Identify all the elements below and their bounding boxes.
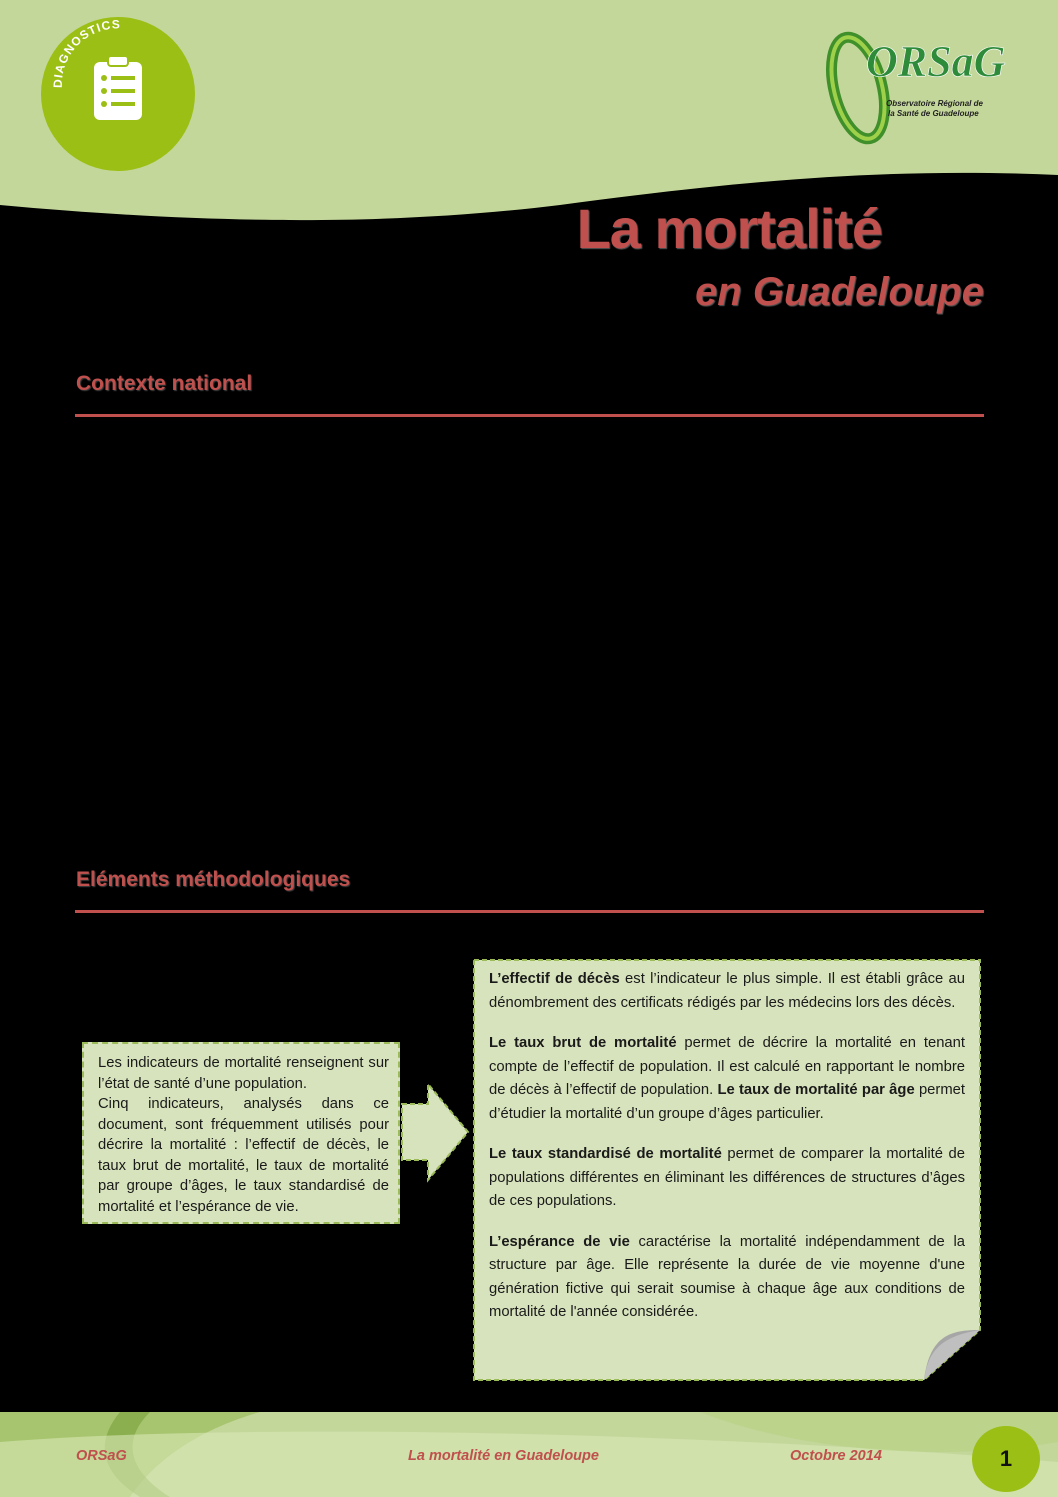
definition-body: caractérise la mortalité indépendamment de la structure par âge. Elle représente la durée de vie moyenne d'une génération fictive qui serait soumise à chaque âge aux conditions de mortalité de l'année considérée.	[489, 1233, 966, 1320]
definition-effectif	[489, 968, 965, 1015]
definition-term: L’effectif de décès	[489, 971, 620, 987]
definition-body: est l’indicateur le plus simple. Il est établi grâce au dénombrement des certificats rédigés par les médecins lors des décès.	[489, 971, 965, 1011]
intro-box	[82, 1042, 400, 1224]
footer-doc-title: La mortalité en Guadeloupe	[408, 1448, 599, 1464]
intro-text-1: Les indicateurs de mortalité renseignent sur l’état de santé d’une population.	[98, 1055, 389, 1092]
definition-term: Le taux de mortalité par âge	[717, 1082, 915, 1098]
section-divider	[75, 910, 984, 913]
logo-subtitle-2: la Santé de Guadeloupe	[888, 109, 979, 118]
diagnostics-badge	[40, 16, 196, 172]
definition-body: permet de décrire la mortalité en tenant compte de l’effectif de population. Il est calculé en rapportant le nombre de décès à l’effectif de population.	[489, 1035, 965, 1098]
footer-org: ORSaG	[76, 1448, 127, 1464]
definition-body: permet de comparer la mortalité de populations différentes en éliminant les différences de structures d’âges de ces populations.	[489, 1146, 966, 1209]
arrow-right-icon	[400, 1080, 472, 1184]
definitions-text	[489, 968, 965, 1342]
section-divider	[75, 414, 984, 417]
footer-date: Octobre 2014	[790, 1448, 882, 1464]
definition-taux-standardise	[489, 1143, 965, 1214]
page-number: 1	[972, 1426, 1040, 1492]
definition-term: Le taux standardisé de mortalité	[489, 1146, 722, 1162]
badge-label: DIAGNOSTICS	[50, 17, 121, 89]
logo-brand: ORSaG	[866, 37, 1006, 86]
section-title-contexte: Contexte national	[76, 372, 253, 395]
page-subtitle: en Guadeloupe	[695, 270, 984, 314]
logo-subtitle-1: Observatoire Régional de	[886, 99, 983, 108]
definition-term: L’espérance de vie	[489, 1233, 630, 1250]
intro-text-2: Cinq indicateurs, analysés dans ce document, sont fréquemment utilisés pour décrire la mortalité : l’effectif de décès, le taux brut de mortalité, le taux de mortalité par groupe d’âges, le taux standardisé de mortalité et l’espérance de vie.	[98, 1096, 389, 1215]
page-title: La mortalité	[576, 197, 882, 260]
definition-esperance	[489, 1231, 965, 1325]
definition-body: permet d’étudier la mortalité d’un groupe d’âges particulier.	[489, 1082, 965, 1122]
clipboard-icon	[94, 56, 142, 120]
definition-term: Le taux brut de mortalité	[489, 1035, 677, 1051]
section-title-methodo: Eléments méthodologiques	[76, 868, 351, 891]
orsag-logo	[822, 18, 1022, 146]
definition-taux-brut	[489, 1032, 965, 1126]
